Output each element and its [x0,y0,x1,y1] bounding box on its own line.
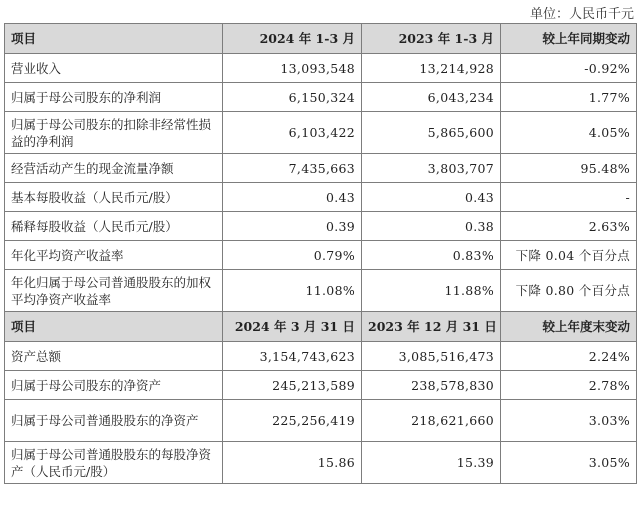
change-value: -0.92% [501,54,637,83]
current-value: 11.08% [223,270,362,312]
current-value: 0.79% [223,241,362,270]
table-row [5,112,637,154]
prior-value: 0.43 [362,183,501,212]
prior-value: 13,214,928 [362,54,501,83]
prior-value: 0.83% [362,241,501,270]
current-value: 225,256,419 [223,400,362,442]
table-row [5,442,637,484]
current-value: 6,103,422 [223,112,362,154]
prior-value: 238,578,830 [362,371,501,400]
table-row [5,54,637,83]
table-row [5,154,637,183]
table-row [5,400,637,442]
table-row [5,83,637,112]
unit-label: 单位：人民币千元 [529,7,634,22]
row-label: 经营活动产生的现金流量净额 [5,154,223,183]
change-value: 3.03% [501,400,637,442]
prior-value: 6,043,234 [362,83,501,112]
header-current-date: 2024 年 3 月 31 日 [223,312,362,342]
row-label: 年化归属于母公司普通股股东的加权平均净资产收益率 [5,270,223,312]
prior-value: 5,865,600 [362,112,501,154]
change-value: 下降 0.04 个百分点 [501,241,637,270]
row-label: 营业收入 [5,54,223,83]
prior-value: 3,803,707 [362,154,501,183]
row-label: 归属于母公司股东的净利润 [5,83,223,112]
table-row [5,241,637,270]
prior-value: 218,621,660 [362,400,501,442]
prior-value: 11.88% [362,270,501,312]
change-value: 2.78% [501,371,637,400]
table-header-row [5,312,637,342]
header-change: 较上年同期变动 [501,24,637,54]
table-row [5,212,637,241]
current-value: 6,150,324 [223,83,362,112]
header-item: 项目 [5,312,223,342]
row-label: 归属于母公司股东的扣除非经常性损益的净利润 [5,112,223,154]
row-label: 基本每股收益（人民币元/股） [5,183,223,212]
row-label: 年化平均资产收益率 [5,241,223,270]
prior-value: 15.39 [362,442,501,484]
row-label: 资产总额 [5,342,223,371]
current-value: 15.86 [223,442,362,484]
change-value: 1.77% [501,83,637,112]
current-value: 0.39 [223,212,362,241]
current-value: 245,213,589 [223,371,362,400]
header-current-period: 2024 年 1-3 月 [223,24,362,54]
header-prior-period: 2023 年 1-3 月 [362,24,501,54]
prior-value: 0.38 [362,212,501,241]
header-prior-date: 2023 年 12 月 31 日 [362,312,501,342]
table-header-row [5,24,637,54]
header-change: 较上年度末变动 [501,312,637,342]
header-item: 项目 [5,24,223,54]
financial-summary-table [4,23,637,484]
current-value: 0.43 [223,183,362,212]
prior-value: 3,085,516,473 [362,342,501,371]
row-label: 归属于母公司普通股股东的净资产 [5,400,223,442]
row-label: 归属于母公司普通股股东的每股净资产（人民币元/股） [5,442,223,484]
change-value: 3.05% [501,442,637,484]
table-row [5,371,637,400]
current-value: 3,154,743,623 [223,342,362,371]
current-value: 7,435,663 [223,154,362,183]
change-value: 95.48% [501,154,637,183]
change-value: 下降 0.80 个百分点 [501,270,637,312]
change-value: 2.24% [501,342,637,371]
current-value: 13,093,548 [223,54,362,83]
row-label: 稀释每股收益（人民币元/股） [5,212,223,241]
table-row [5,183,637,212]
table-row [5,342,637,371]
change-value: 2.63% [501,212,637,241]
change-value: - [501,183,637,212]
change-value: 4.05% [501,112,637,154]
row-label: 归属于母公司股东的净资产 [5,371,223,400]
table-row [5,270,637,312]
